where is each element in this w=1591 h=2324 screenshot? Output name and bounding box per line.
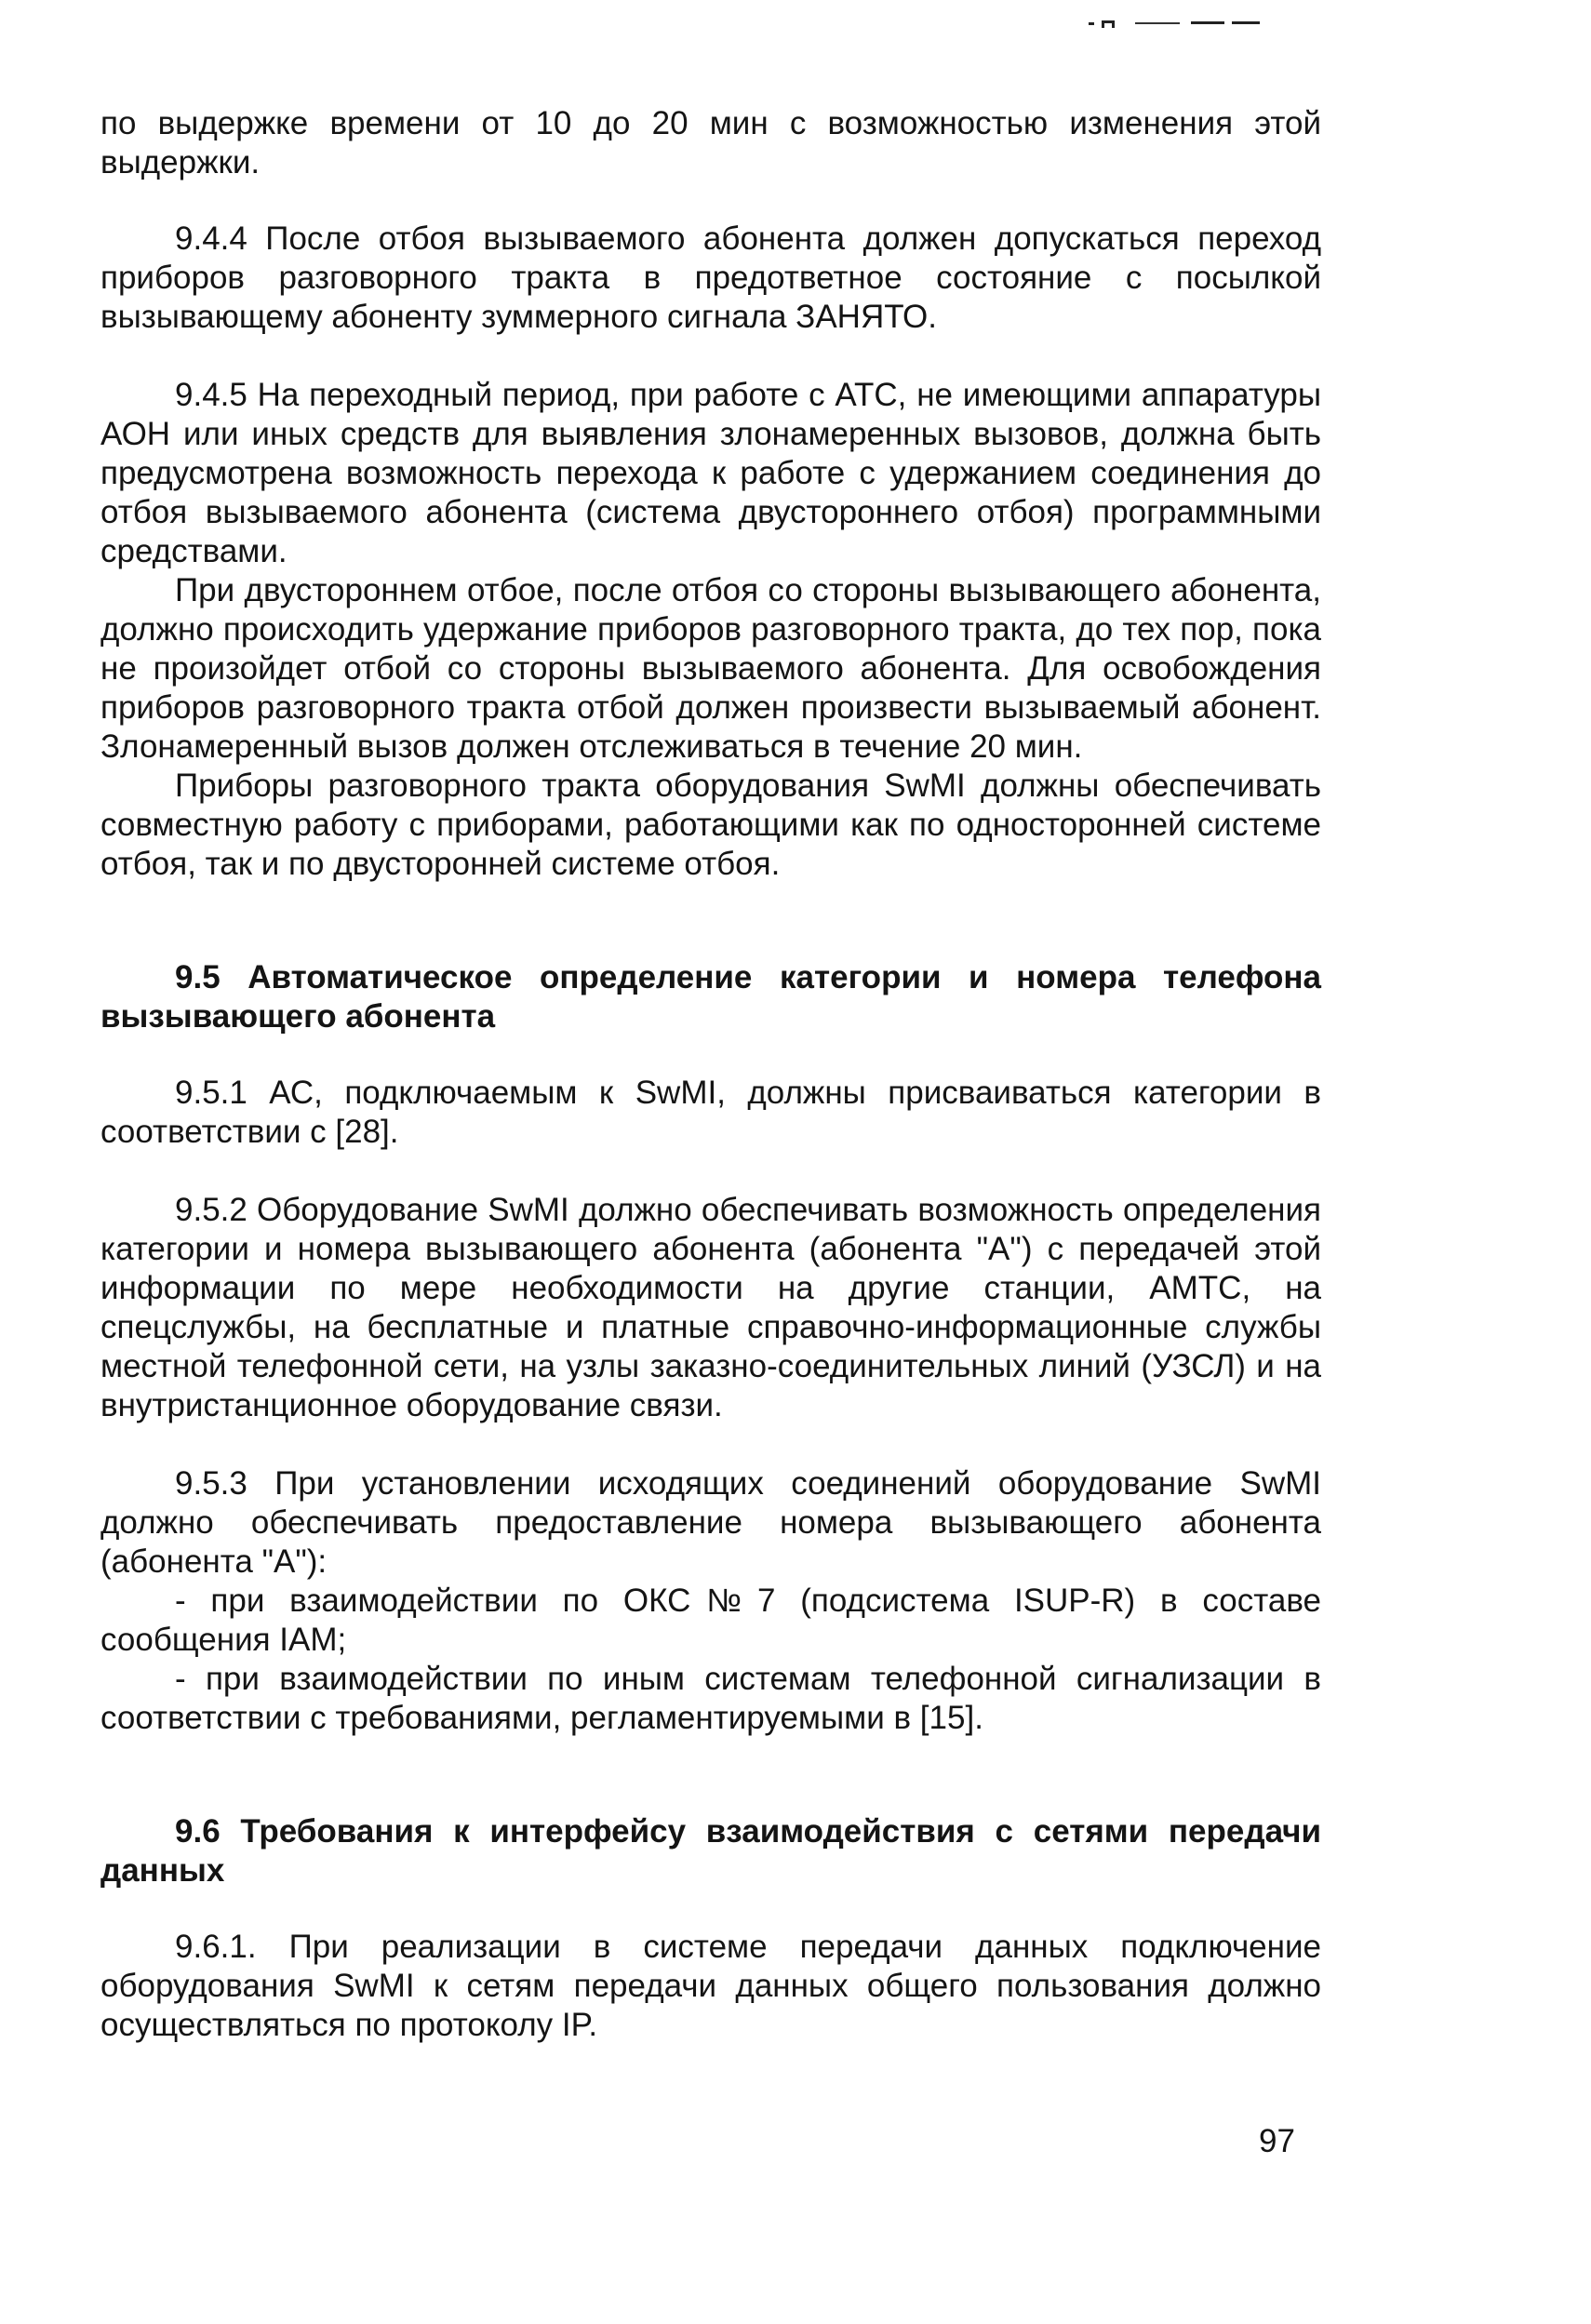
paragraph-9-5-3: 9.5.3 При установлении исходящих соединений оборудование SwMI должно обеспечивать предоставление номера вызывающего абонента (абонента "А"): — [100, 1465, 1321, 1580]
paragraph-9-5-2: 9.5.2 Оборудование SwMI должно обеспечивать возможность определения категории и номера вызывающего абонента (абонента "А") с передачей этой информации по мере необходимости на другие станции, АМТС, на спецслужбы, на бесплатные и платные справочно-информационные службы местной телефонной сети, на узлы заказно-соединительных линий (УЗСЛ) и на внутристанционное оборудование связи. — [100, 1192, 1321, 1423]
section-heading-9-6: 9.6 Требования к интерфейсу взаимодействия с сетями передачи данных — [100, 1813, 1321, 1889]
paragraph-9-4-4: 9.4.4 После отбоя вызываемого абонента должен допускаться переход приборов разговорного тракта в предответное состояние с посылкой вызывающему абоненту зуммерного сигнала ЗАНЯТО. — [100, 220, 1321, 335]
page-number: 97 — [1259, 2123, 1295, 2159]
scan-artifact-header — [1089, 19, 1330, 28]
paragraph-9-6-1: 9.6.1. При реализации в системе передачи данных подключение оборудования SwMI к сетям передачи данных общего пользования должно осуществляться по протоколу IP. — [100, 1929, 1321, 2043]
paragraph-9-4-5: 9.4.5 На переходный период, при работе с АТС, не имеющими аппаратуры АОН или иных средств для выявления злонамеренных вызовов, должна быть предусмотрена возможность перехода к работе с удержанием соединения до отбоя вызываемого абонента (система двустороннего отбоя) программными средствами. — [100, 377, 1321, 569]
paragraph-swmi-compatibility: Приборы разговорного тракта оборудования SwMI должны обеспечивать совместную работу с приборами, работающими как по односторонней системе отбоя, так и по двусторонней системе отбоя. — [100, 768, 1321, 882]
paragraph-9-5-1: 9.5.1 АС, подключаемым к SwMI, должны присваиваться категории в соответствии с [28]. — [100, 1075, 1321, 1150]
paragraph-continuation: по выдержке времени от 10 до 20 мин с возможностью изменения этой выдержки. — [100, 105, 1321, 180]
paragraph-two-way-release: При двустороннем отбое, после отбоя со стороны вызывающего абонента, должно происходить удержание приборов разговорного тракта, до тех пор, пока не произойдет отбой со стороны вызываемого абонента. Для освобождения приборов разговорного тракта отбой должен произвести вызываемый абонент. Злонамеренный вызов должен отслеживаться в течение 20 мин. — [100, 572, 1321, 765]
document-body — [100, 104, 1321, 2045]
list-item-oks7: - при взаимодействии по ОКС№7 (подсистема ISUP-R) в составе сообщения IAM; — [100, 1583, 1321, 1658]
list-item-other-signalling: - при взаимодействии по иным системам телефонной сигнализации в соответствии с требованиями, регламентируемыми в [15]. — [100, 1661, 1321, 1736]
section-heading-9-5: 9.5 Автоматическое определение категории и номера телефона вызывающего абонента — [100, 959, 1321, 1035]
